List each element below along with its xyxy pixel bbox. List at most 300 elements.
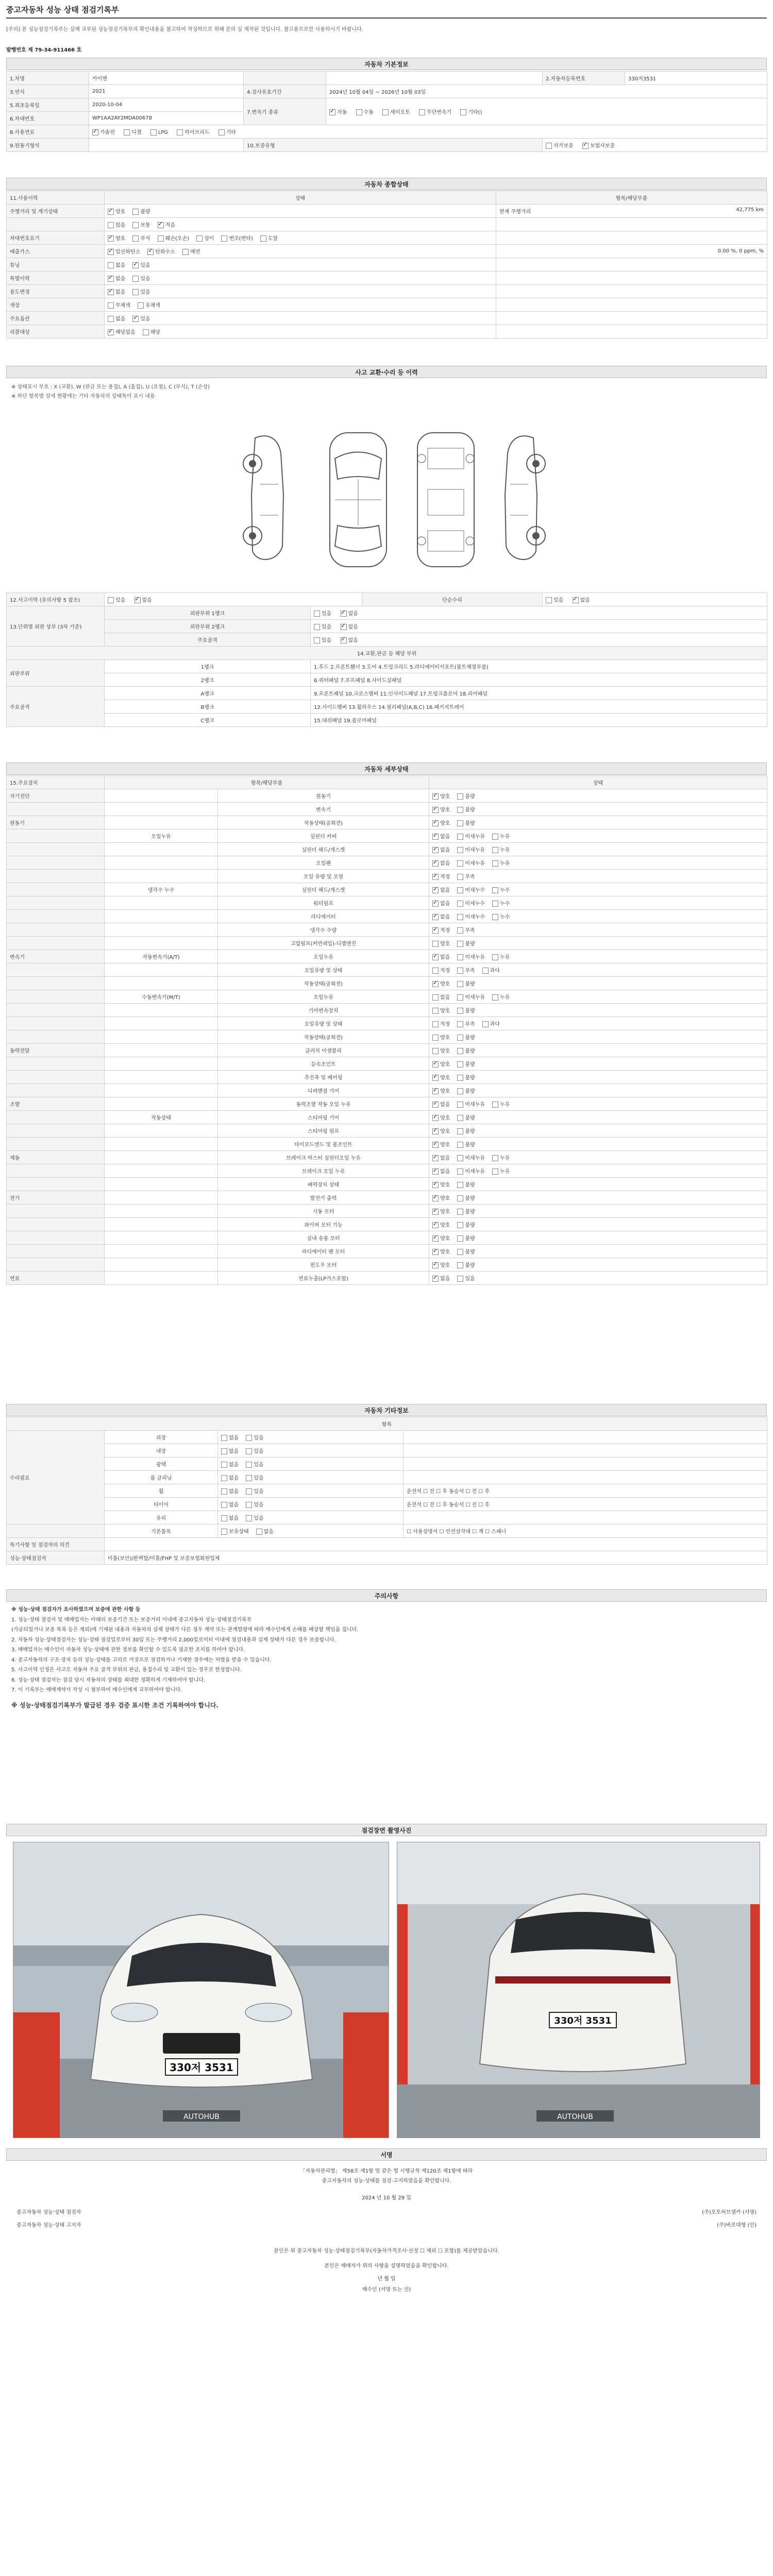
option[interactable] bbox=[492, 901, 510, 907]
option[interactable] bbox=[92, 130, 115, 135]
option[interactable] bbox=[147, 249, 175, 255]
other-row bbox=[7, 1484, 767, 1498]
group-label: 조향 bbox=[7, 1097, 105, 1111]
other-row bbox=[7, 1498, 767, 1511]
option[interactable] bbox=[432, 834, 450, 840]
option[interactable] bbox=[432, 807, 450, 813]
checkbox-checked bbox=[432, 847, 439, 853]
option[interactable] bbox=[108, 290, 125, 295]
item-label: 작동상태(공회전) bbox=[218, 977, 429, 990]
options bbox=[218, 1444, 404, 1458]
option[interactable] bbox=[457, 914, 485, 920]
option[interactable] bbox=[108, 303, 130, 309]
option[interactable] bbox=[246, 1435, 263, 1441]
option[interactable] bbox=[108, 598, 125, 603]
option[interactable] bbox=[132, 223, 150, 228]
option[interactable] bbox=[432, 901, 450, 907]
options bbox=[429, 803, 767, 816]
option[interactable] bbox=[314, 624, 331, 630]
option[interactable] bbox=[108, 263, 125, 268]
buyer-date: 년 월 일 bbox=[377, 2276, 396, 2282]
checkbox bbox=[457, 887, 463, 893]
option-label: 양호 bbox=[440, 1048, 450, 1054]
option[interactable] bbox=[432, 848, 450, 853]
option[interactable] bbox=[492, 861, 510, 867]
options bbox=[105, 258, 496, 272]
checkbox bbox=[221, 1462, 227, 1468]
option[interactable] bbox=[341, 624, 358, 630]
checkbox-checked bbox=[341, 637, 347, 643]
option[interactable] bbox=[492, 914, 510, 920]
checkbox bbox=[460, 109, 466, 115]
option-label: 없음 bbox=[229, 1516, 239, 1521]
option[interactable] bbox=[256, 1529, 274, 1535]
option-label: 하이브리드 bbox=[184, 130, 210, 135]
checkbox-checked bbox=[108, 289, 114, 295]
section-basic-info: 자동차 기본정보 bbox=[6, 58, 767, 70]
option[interactable] bbox=[432, 1129, 450, 1134]
option[interactable] bbox=[341, 638, 358, 643]
option[interactable] bbox=[546, 143, 574, 149]
option[interactable] bbox=[177, 130, 209, 135]
item-label: 광택 bbox=[105, 1458, 218, 1471]
checkbox bbox=[457, 1168, 463, 1175]
sub-label bbox=[105, 816, 218, 829]
extra-cell bbox=[496, 218, 767, 231]
checkbox-checked bbox=[108, 209, 114, 215]
option[interactable] bbox=[221, 1502, 239, 1508]
detail-row bbox=[7, 1030, 767, 1044]
option-label: 없음 bbox=[580, 598, 590, 603]
option[interactable] bbox=[457, 794, 475, 800]
option[interactable] bbox=[132, 316, 150, 322]
option[interactable] bbox=[432, 821, 450, 826]
option[interactable] bbox=[432, 1048, 450, 1054]
option[interactable] bbox=[457, 1156, 485, 1161]
checkbox bbox=[457, 981, 463, 987]
option[interactable] bbox=[108, 223, 125, 228]
option[interactable] bbox=[432, 1276, 450, 1282]
sub-label bbox=[105, 977, 218, 990]
option[interactable] bbox=[108, 316, 125, 322]
extra-cell bbox=[496, 231, 767, 245]
option[interactable] bbox=[432, 955, 450, 960]
option-label: 불량 bbox=[465, 941, 475, 947]
option[interactable] bbox=[432, 1209, 450, 1215]
checkbox bbox=[492, 847, 498, 853]
option[interactable] bbox=[432, 1196, 450, 1201]
option[interactable] bbox=[108, 330, 136, 335]
option[interactable] bbox=[221, 1516, 239, 1521]
detail-row bbox=[7, 829, 767, 843]
row-label: 성능·상태점검자 bbox=[7, 1551, 105, 1565]
value: WP1AA2AY2MDA00678 bbox=[89, 112, 244, 125]
car-underbody-diagram bbox=[407, 428, 484, 572]
option[interactable] bbox=[432, 914, 450, 920]
option[interactable] bbox=[221, 1476, 239, 1481]
option[interactable] bbox=[457, 848, 485, 853]
sub-label bbox=[105, 789, 218, 803]
checkbox-checked bbox=[432, 1075, 439, 1081]
item-label: 내장 bbox=[105, 1444, 218, 1458]
general-row bbox=[7, 231, 767, 245]
option[interactable] bbox=[457, 1209, 475, 1215]
option[interactable] bbox=[108, 276, 125, 282]
option[interactable] bbox=[457, 995, 485, 1001]
options bbox=[105, 205, 496, 218]
checkbox bbox=[219, 129, 225, 135]
detail-row bbox=[7, 1044, 767, 1057]
option[interactable] bbox=[124, 130, 141, 135]
option[interactable] bbox=[432, 1263, 450, 1268]
option[interactable] bbox=[482, 1022, 500, 1027]
option[interactable] bbox=[492, 955, 510, 960]
checkbox bbox=[246, 1475, 252, 1481]
option[interactable] bbox=[457, 1075, 475, 1081]
option[interactable] bbox=[432, 981, 450, 987]
option[interactable] bbox=[492, 995, 510, 1001]
item-label: 동력조향 작동 오일 누유 bbox=[218, 1097, 429, 1111]
option[interactable] bbox=[246, 1502, 263, 1508]
accident-row bbox=[7, 606, 767, 620]
detail-row bbox=[7, 1205, 767, 1218]
row-label: 특별이력 bbox=[7, 272, 105, 285]
row-value: 미흡(보안)/완벽함/미흡/FHP 및 보증보험회원업체 bbox=[105, 1551, 767, 1565]
option[interactable] bbox=[457, 1129, 475, 1134]
option[interactable] bbox=[432, 1008, 450, 1014]
option[interactable] bbox=[135, 598, 152, 603]
warranty-options bbox=[543, 139, 767, 152]
general-state-table bbox=[6, 191, 767, 338]
option[interactable] bbox=[432, 1089, 450, 1094]
item-label: 실내 송풍 모터 bbox=[218, 1231, 429, 1245]
group-label bbox=[7, 1164, 105, 1178]
option[interactable] bbox=[432, 888, 450, 893]
checkbox bbox=[457, 793, 463, 800]
checkbox-checked bbox=[135, 597, 141, 603]
checkbox bbox=[246, 1435, 252, 1441]
detail-row bbox=[7, 816, 767, 829]
option-label: 불량 bbox=[465, 1089, 475, 1094]
option[interactable] bbox=[108, 209, 125, 215]
label: 12.사고이력 (유의사항 5 참조) bbox=[7, 593, 105, 606]
option-label: 누유 bbox=[499, 955, 510, 960]
group-label bbox=[7, 1071, 105, 1084]
option[interactable] bbox=[132, 263, 150, 268]
option-label: 적정 bbox=[440, 1022, 450, 1027]
option-label: 자동 bbox=[337, 110, 347, 115]
caution-item: 5. 사고이력 인정은 사고로 자동차 주요 골격 부위의 판금, 용접수리 및 교환이 있는 경우로 한정합니다. bbox=[11, 1667, 242, 1673]
group-label: 전기 bbox=[7, 1191, 105, 1205]
option-label: 기타() bbox=[468, 110, 482, 115]
option[interactable] bbox=[432, 1249, 450, 1255]
option[interactable] bbox=[457, 928, 475, 934]
options bbox=[429, 1138, 767, 1151]
detail-row bbox=[7, 963, 767, 977]
option[interactable] bbox=[432, 1075, 450, 1081]
option[interactable] bbox=[457, 1182, 475, 1188]
rear-car-photo bbox=[397, 1842, 760, 2138]
option[interactable] bbox=[260, 236, 278, 242]
option[interactable] bbox=[492, 888, 510, 893]
checkbox bbox=[492, 901, 498, 907]
item-label: 스티어링 기어 bbox=[218, 1111, 429, 1124]
option[interactable] bbox=[221, 1449, 239, 1454]
option[interactable] bbox=[432, 1182, 450, 1188]
accident-legend: ※ 상태표시 부호 : X (교환), W (판금 또는 용접), A (흠집), U (요철), C (부식), T (손상) bbox=[11, 384, 210, 390]
option[interactable] bbox=[432, 1142, 450, 1148]
parts-head: 14.교환,판금 등 해당 부위 bbox=[7, 647, 767, 660]
option[interactable] bbox=[132, 276, 150, 282]
option[interactable] bbox=[492, 1102, 510, 1108]
sub-label: 자동변속기(A/T) bbox=[105, 950, 218, 963]
checkbox bbox=[150, 129, 157, 135]
option[interactable] bbox=[432, 861, 450, 867]
option[interactable] bbox=[457, 1022, 475, 1027]
general-row bbox=[7, 245, 767, 258]
option-label: 자가보증 bbox=[553, 143, 574, 149]
section-other-info: 자동차 기타정보 bbox=[6, 1404, 767, 1416]
option[interactable] bbox=[341, 611, 358, 617]
option[interactable] bbox=[492, 1156, 510, 1161]
option[interactable] bbox=[546, 598, 563, 603]
option[interactable] bbox=[356, 110, 374, 115]
option[interactable] bbox=[432, 1156, 450, 1161]
document-number: 발행번호 제 79-34-911466 호 bbox=[6, 47, 82, 53]
other-row bbox=[7, 1444, 767, 1458]
checkbox-checked bbox=[432, 901, 439, 907]
option[interactable] bbox=[432, 941, 450, 947]
checkbox bbox=[457, 994, 463, 1001]
option[interactable] bbox=[457, 1035, 475, 1041]
option[interactable] bbox=[457, 888, 485, 893]
checkbox-checked bbox=[147, 249, 154, 255]
option[interactable] bbox=[457, 861, 485, 867]
option[interactable] bbox=[150, 130, 168, 135]
option[interactable] bbox=[457, 981, 475, 987]
option[interactable] bbox=[457, 874, 475, 880]
option-label: 양호 bbox=[440, 1142, 450, 1148]
option[interactable] bbox=[457, 1196, 475, 1201]
option[interactable] bbox=[314, 611, 331, 617]
option[interactable] bbox=[582, 143, 615, 149]
option[interactable] bbox=[492, 834, 510, 840]
group-label bbox=[7, 1524, 105, 1538]
option[interactable] bbox=[419, 110, 451, 115]
sub-label bbox=[105, 1004, 218, 1017]
option[interactable] bbox=[457, 1249, 475, 1255]
option[interactable] bbox=[457, 1223, 475, 1228]
option[interactable] bbox=[432, 1062, 450, 1067]
option-label: 없음 bbox=[440, 901, 450, 907]
option[interactable] bbox=[457, 1276, 475, 1282]
option-label: 가솔린 bbox=[100, 130, 115, 135]
checkbox-checked bbox=[432, 874, 439, 880]
option[interactable] bbox=[108, 236, 125, 242]
front-car-photo bbox=[13, 1842, 389, 2138]
group-label bbox=[7, 1245, 105, 1258]
options bbox=[311, 620, 767, 633]
option-label: 해당없음 bbox=[115, 330, 136, 335]
option-label: 없음 bbox=[348, 624, 358, 630]
value: 2024년 10월 04일 ~ 2026년 10월 03일 bbox=[326, 85, 767, 98]
option[interactable] bbox=[492, 848, 510, 853]
license-plate-text: 330저 3531 bbox=[170, 2061, 233, 2074]
option[interactable] bbox=[132, 236, 150, 242]
option[interactable] bbox=[457, 1169, 485, 1175]
option[interactable] bbox=[432, 1115, 450, 1121]
option[interactable] bbox=[108, 249, 140, 255]
option[interactable] bbox=[457, 1008, 475, 1014]
option[interactable] bbox=[246, 1449, 263, 1454]
option[interactable] bbox=[457, 941, 475, 947]
checkbox bbox=[482, 968, 489, 974]
option-label: 있음 bbox=[254, 1462, 264, 1468]
option[interactable] bbox=[432, 1102, 450, 1108]
option[interactable] bbox=[221, 1529, 249, 1535]
option[interactable] bbox=[457, 1142, 475, 1148]
options bbox=[429, 1151, 767, 1164]
item-label: 클러치 어셈블리 bbox=[218, 1044, 429, 1057]
option[interactable] bbox=[457, 1236, 475, 1242]
option[interactable] bbox=[132, 209, 150, 215]
checkbox bbox=[382, 109, 389, 115]
option[interactable] bbox=[246, 1462, 263, 1468]
option[interactable] bbox=[182, 249, 200, 255]
extra-cell bbox=[496, 285, 767, 298]
option[interactable] bbox=[246, 1476, 263, 1481]
option[interactable] bbox=[432, 874, 450, 880]
title-rule bbox=[6, 18, 767, 19]
option-label: 누유 bbox=[499, 1102, 510, 1108]
item-label: 변속기 bbox=[218, 803, 429, 816]
checkbox-checked bbox=[432, 914, 439, 920]
option[interactable] bbox=[138, 303, 160, 309]
option[interactable] bbox=[457, 1048, 475, 1054]
option[interactable] bbox=[221, 1489, 239, 1495]
option[interactable] bbox=[246, 1516, 263, 1521]
car-right-side-diagram bbox=[490, 433, 551, 567]
option-label: 디젤 bbox=[131, 130, 142, 135]
option[interactable] bbox=[221, 1462, 239, 1468]
checkbox bbox=[132, 289, 139, 295]
basic-row bbox=[7, 85, 767, 98]
buyer-block bbox=[6, 2246, 767, 2293]
options bbox=[429, 923, 767, 937]
option[interactable] bbox=[432, 1236, 450, 1242]
options bbox=[429, 816, 767, 829]
option-label: 양호 bbox=[440, 1249, 450, 1255]
option[interactable] bbox=[457, 821, 475, 826]
option[interactable] bbox=[314, 638, 331, 643]
checkbox bbox=[457, 968, 463, 974]
option[interactable] bbox=[460, 110, 482, 115]
option-label: 불량 bbox=[465, 1236, 475, 1242]
option[interactable] bbox=[432, 1035, 450, 1041]
option[interactable] bbox=[143, 330, 160, 335]
checkbox-checked bbox=[432, 807, 439, 813]
option[interactable] bbox=[492, 1169, 510, 1175]
checkbox-checked bbox=[432, 1088, 439, 1094]
option[interactable] bbox=[221, 236, 253, 242]
detail-row bbox=[7, 843, 767, 856]
checkbox bbox=[143, 329, 149, 335]
option[interactable] bbox=[432, 995, 450, 1001]
option[interactable] bbox=[457, 901, 485, 907]
option[interactable] bbox=[457, 1089, 475, 1094]
option[interactable] bbox=[329, 110, 347, 115]
sub-label: 작동상태 bbox=[105, 1111, 218, 1124]
option[interactable] bbox=[158, 223, 175, 228]
option[interactable] bbox=[457, 1115, 475, 1121]
option[interactable] bbox=[432, 794, 450, 800]
option[interactable] bbox=[382, 110, 410, 115]
option[interactable] bbox=[457, 1062, 475, 1067]
option[interactable] bbox=[132, 290, 150, 295]
option-label: 없음 bbox=[440, 888, 450, 893]
option[interactable] bbox=[457, 955, 485, 960]
option-label: 누유 bbox=[499, 1156, 510, 1161]
detail-head-row bbox=[7, 776, 767, 789]
extra-cell bbox=[496, 272, 767, 285]
signature-block bbox=[6, 2166, 767, 2201]
option[interactable] bbox=[432, 1223, 450, 1228]
option[interactable] bbox=[196, 236, 214, 242]
section-accident-history: 사고 교환·수리 등 이력 bbox=[6, 366, 767, 378]
parts-rank: B랭크 bbox=[105, 700, 311, 714]
option[interactable] bbox=[457, 1263, 475, 1268]
option-label: 있음 bbox=[322, 624, 332, 630]
section-caution: 주의사항 bbox=[6, 1589, 767, 1602]
option[interactable] bbox=[573, 598, 590, 603]
option[interactable] bbox=[457, 1102, 485, 1108]
item-label: 실린더 헤드/개스켓 bbox=[218, 883, 429, 896]
option-label: 없음 bbox=[229, 1502, 239, 1508]
checkbox bbox=[314, 624, 320, 630]
option-label: 부족 bbox=[465, 928, 475, 934]
option[interactable] bbox=[219, 130, 236, 135]
option[interactable] bbox=[432, 968, 450, 974]
option-label: 없음 bbox=[115, 316, 126, 322]
option[interactable] bbox=[457, 807, 475, 813]
document-title: 중고자동차 성능 상태 점검기록부 bbox=[6, 5, 119, 14]
checkbox bbox=[457, 1008, 463, 1014]
detail-row bbox=[7, 1138, 767, 1151]
option-label: 없음 bbox=[440, 834, 450, 840]
option[interactable] bbox=[432, 1169, 450, 1175]
option[interactable] bbox=[482, 968, 500, 974]
other-head-row bbox=[7, 1417, 767, 1431]
label: 4.검사유효기간 bbox=[244, 85, 326, 98]
option-label: 많음 bbox=[115, 223, 126, 228]
option-label: 양호 bbox=[115, 209, 126, 215]
checkbox-checked bbox=[432, 887, 439, 893]
option-label: 불량 bbox=[465, 807, 475, 813]
option-label: 적음 bbox=[165, 223, 175, 228]
row-label: 색상 bbox=[7, 298, 105, 312]
option[interactable] bbox=[432, 928, 450, 934]
option[interactable] bbox=[457, 968, 475, 974]
option[interactable] bbox=[246, 1489, 263, 1495]
sign-date: 2024 년 10 월 29 일 bbox=[362, 2195, 411, 2201]
sub-label bbox=[105, 843, 218, 856]
option[interactable] bbox=[158, 236, 189, 242]
option[interactable] bbox=[221, 1435, 239, 1441]
parts-rank: 1랭크 bbox=[105, 660, 311, 673]
option[interactable] bbox=[457, 834, 485, 840]
options bbox=[429, 1218, 767, 1231]
option[interactable] bbox=[432, 1022, 450, 1027]
